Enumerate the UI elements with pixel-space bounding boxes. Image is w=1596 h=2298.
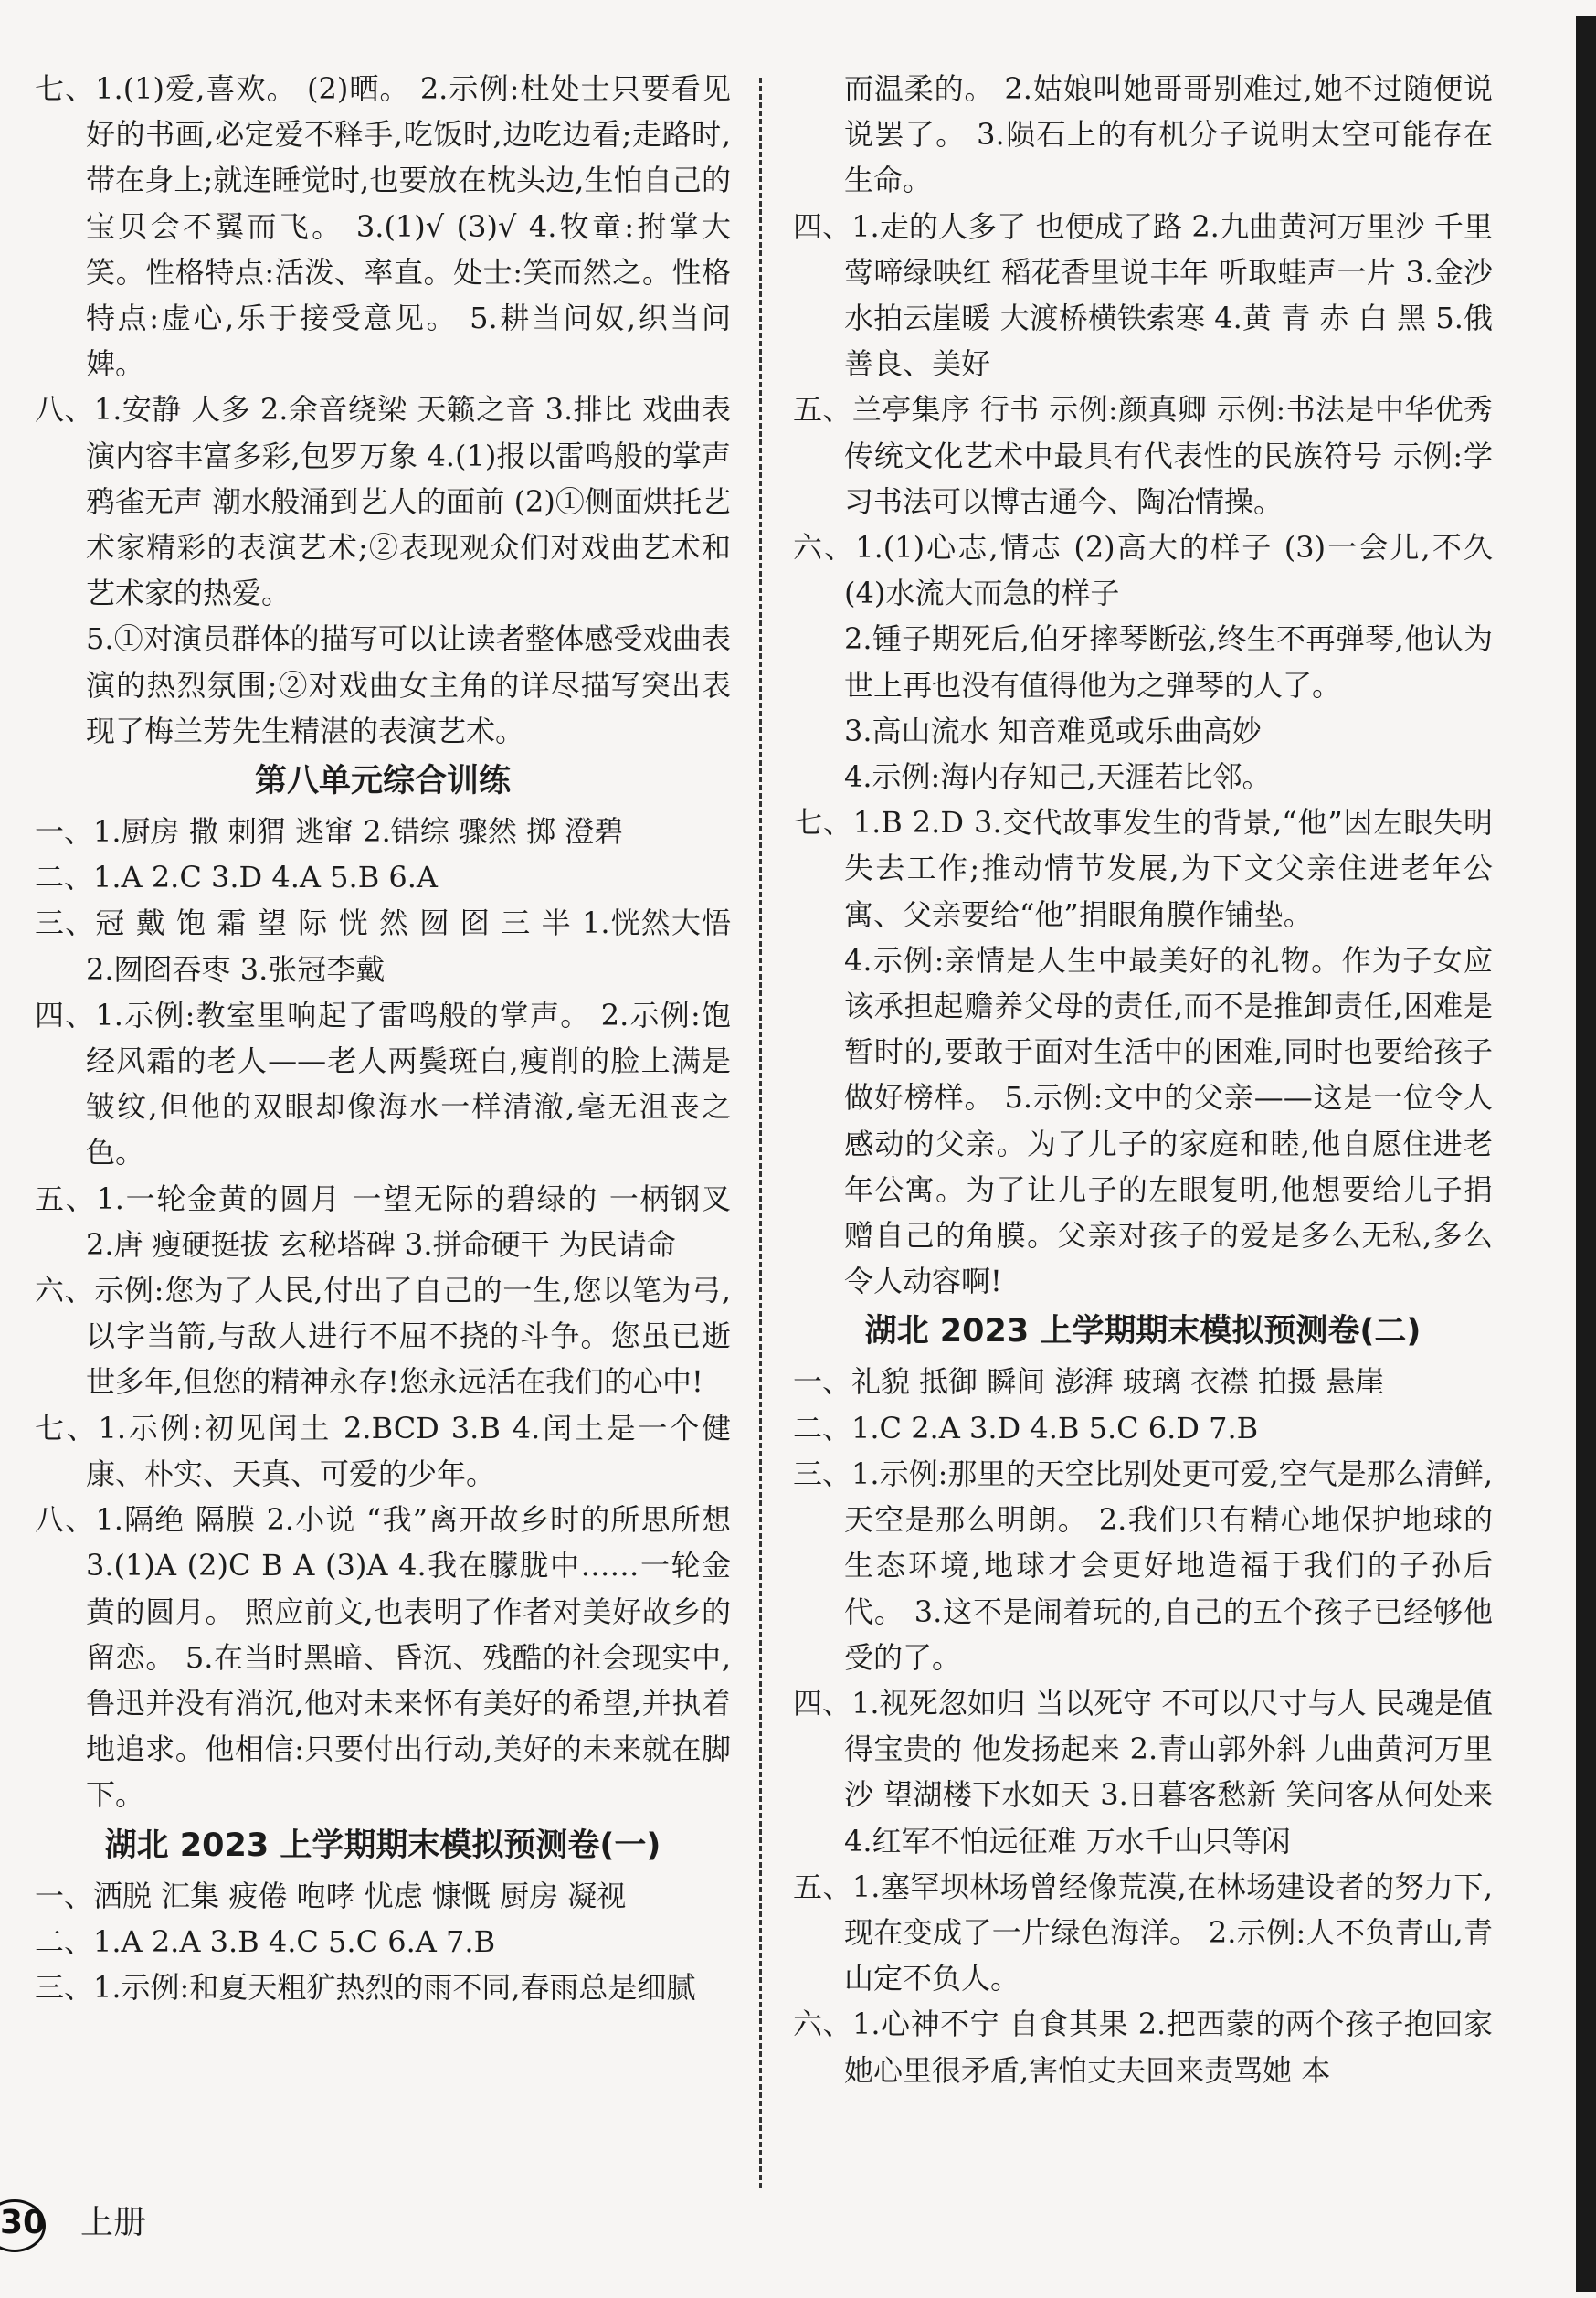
- answer-paragraph: 六、示例:您为了人民,付出了自己的一生,您以笔为弓,以字当箭,与敌人进行不屈不挠的斗争。您虽已逝世多年,但您的精神永存!您永远活在我们的心中!: [35, 1273, 731, 1400]
- right-column: [793, 66, 1493, 2093]
- section-heading: 湖北 2023 上学期期末模拟预测卷(二): [864, 1313, 1422, 1350]
- answer-paragraph: 二、1.A 2.A 3.B 4.C 5.C 6.A 7.B: [35, 1923, 496, 1959]
- answer-paragraph: 五、1.一轮金黄的圆月 一望无际的碧绿的 一柄钢叉 2.唐 瘦硬挺拔 玄秘塔碑 3.拼命硬干 为民请命: [35, 1181, 731, 1262]
- page-number: 30: [0, 2204, 47, 2241]
- answer-paragraph: 八、1.隔绝 隔膜 2.小说 “我”离开故乡时的所思所想 3.(1)A (2)C B A (3)A 4.我在朦胧中……一轮金黄的圆月。 照应前文,也表明了作者对美好故乡的留恋。 5.在当时黑暗、昏沉、残酷的社会现实中,鲁迅并没有消沉,他对未来怀有美好的希望,并执着地追求。他相信:只要付出行动,美好的未来就在脚下。: [35, 1502, 731, 1813]
- answer-paragraph: 一、1.厨房 撒 刺猬 逃窜 2.错综 骤然 掷 澄碧: [35, 814, 624, 850]
- answer-paragraph: 二、1.C 2.A 3.D 4.B 5.C 6.D 7.B: [793, 1410, 1259, 1446]
- section-heading: 湖北 2023 上学期期末模拟预测卷(一): [104, 1827, 661, 1864]
- page-edge-bar: [1576, 16, 1596, 2292]
- answer-paragraph: 七、1.B 2.D 3.交代故事发生的背景,“他”因左眼失明失去工作;推动情节发展,为下文父亲住进老年公寓、父亲要给“他”捐眼角膜作铺垫。: [793, 805, 1493, 932]
- answer-paragraph: 六、1.(1)心志,情志 (2)高大的样子 (3)一会儿,不久 (4)水流大而急的样子: [793, 530, 1493, 611]
- answer-paragraph: 4.示例:亲情是人生中最美好的礼物。作为子女应该承担起赡养父母的责任,而不是推卸责任,困难是暂时的,要敢于面对生活中的困难,同时也要给孩子做好榜样。 5.示例:文中的父亲——这是一位令人感动的父亲。为了儿子的家庭和睦,他自愿住进老年公寓。为了让儿子的左眼复明,他想要给儿子捐赠自己的角膜。父亲对孩子的爱是多么无私,多么令人动容啊!: [844, 942, 1493, 1299]
- answer-paragraph: 八、1.安静 人多 2.余音绕梁 天籁之音 3.排比 戏曲表演内容丰富多彩,包罗万象 4.(1)报以雷鸣般的掌声 鸦雀无声 潮水般涌到艺人的面前 (2)①侧面烘托艺术家精彩的表演艺术;②表现观众们对戏曲艺术和艺术家的热爱。: [35, 392, 731, 611]
- answer-paragraph: 七、1.(1)爱,喜欢。 (2)晒。 2.示例:杜处士只要看见好的书画,必定爱不释手,吃饭时,边吃边看;走路时,带在身上;就连睡觉时,也要放在枕头边,生怕自己的宝贝会不翼而飞。 3.(1)√ (3)√ 4.牧童:拊掌大笑。性格特点:活泼、率直。处士:笑而然之。性格特点:虚心,乐于接受意见。 5.耕当问奴,织当问婢。: [35, 71, 731, 382]
- answer-paragraph: 3.高山流水 知音难觅或乐曲高妙: [844, 713, 1262, 748]
- answer-paragraph: 一、礼貌 抵御 瞬间 澎湃 玻璃 衣襟 拍摄 悬崖: [793, 1364, 1385, 1400]
- answer-paragraph: 七、1.示例:初见闰土 2.BCD 3.B 4.闰土是一个健康、朴实、天真、可爱的少年。: [35, 1410, 731, 1491]
- answer-paragraph: 四、1.走的人多了 也便成了路 2.九曲黄河万里沙 千里莺啼绿映红 稻花香里说丰年 听取蛙声一片 3.金沙水拍云崖暖 大渡桥横铁索寒 4.黄 青 赤 白 黑 5.俄 善良、美好: [793, 208, 1493, 382]
- answer-paragraph: 三、1.示例:那里的天空比别处更可爱,空气是那么清鲜,天空是那么明朗。 2.我们只有精心地保护地球的生态环境,地球才会更好地造福于我们的子孙后代。 3.这不是闹着玩的,自己的五个孩子已经够他受的了。: [793, 1456, 1493, 1675]
- answer-paragraph: 五、1.塞罕坝林场曾经像荒漠,在林场建设者的努力下,现在变成了一片绿色海洋。 2.示例:人不负青山,青山定不负人。: [793, 1869, 1493, 1996]
- answer-paragraph: 六、1.心神不宁 自食其果 2.把西蒙的两个孩子抱回家 她心里很矛盾,害怕丈夫回来责骂她 本: [793, 2007, 1493, 2088]
- answer-paragraph: 五、兰亭集序 行书 示例:颜真卿 示例:书法是中华优秀传统文化艺术中最具有代表性的民族符号 示例:学习书法可以博古通今、陶冶情操。: [793, 392, 1493, 519]
- answer-paragraph: 三、冠 戴 饱 霜 望 际 恍 然 囫 囵 三 半 1.恍然大悟 2.囫囵吞枣 3.张冠李戴: [35, 905, 731, 987]
- answer-paragraph: 四、1.视死忽如归 当以死守 不可以尺寸与人 民魂是值得宝贵的 他发扬起来 2.青山郭外斜 九曲黄河万里沙 望湖楼下水如天 3.日暮客愁新 笑问客从何处来 4.红军不怕远征难 万水千山只等闲: [793, 1685, 1493, 1859]
- left-column: [35, 66, 731, 2010]
- answer-paragraph: 二、1.A 2.C 3.D 4.A 5.B 6.A: [35, 860, 439, 895]
- answer-paragraph: 四、1.示例:教室里响起了雷鸣般的掌声。 2.示例:饱经风霜的老人——老人两鬓斑白,瘦削的脸上满是皱纹,但他的双眼却像海水一样清澈,毫无沮丧之色。: [35, 997, 731, 1170]
- answer-paragraph: 三、1.示例:和夏天粗犷热烈的雨不同,春雨总是细腻: [35, 1969, 696, 2005]
- column-divider: [759, 78, 762, 2188]
- answer-paragraph: 4.示例:海内存知己,天涯若比邻。: [844, 759, 1272, 795]
- answer-paragraph: 而温柔的。 2.姑娘叫她哥哥别难过,她不过随便说说罢了。 3.陨石上的有机分子说明太空可能存在生命。: [844, 71, 1493, 198]
- volume-label: 上册: [80, 2204, 147, 2241]
- answer-paragraph: 一、洒脱 汇集 疲倦 咆哮 忧虑 慷慨 厨房 凝视: [35, 1878, 627, 1913]
- answer-paragraph: 2.锺子期死后,伯牙摔琴断弦,终生不再弹琴,他认为世上再也没有值得他为之弹琴的人了。: [844, 621, 1493, 703]
- section-heading: 第八单元综合训练: [254, 763, 511, 800]
- answer-paragraph: 5.①对演员群体的描写可以让读者整体感受戏曲表演的热烈氛围;②对戏曲女主角的详尽描写突出表现了梅兰芳先生精湛的表演艺术。: [86, 621, 731, 748]
